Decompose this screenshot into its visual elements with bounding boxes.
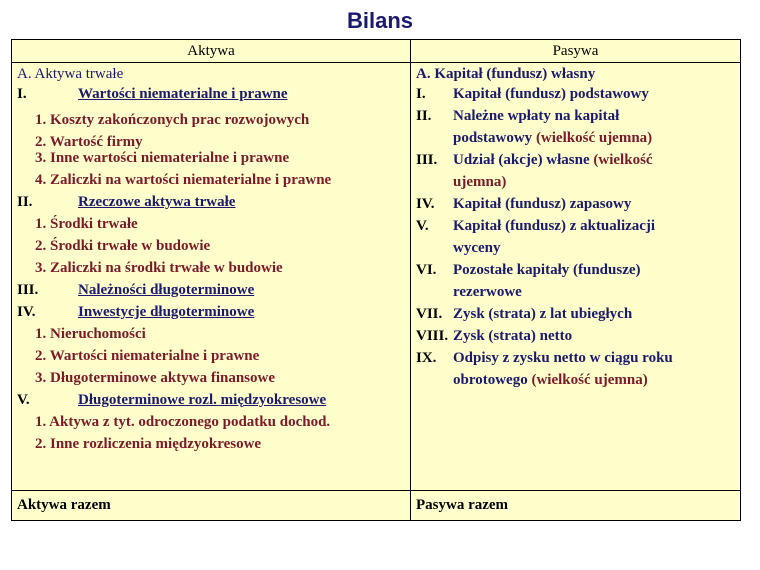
list-item: 1. Środki trwałe: [35, 216, 138, 232]
list-item: 1. Nieruchomości: [35, 326, 146, 342]
pasywa-item-iv: IV. Kapitał (fundusz) zapasowy: [416, 196, 632, 212]
pasywa-item-i: I. Kapitał (fundusz) podstawowy: [416, 86, 649, 102]
list-item: 4. Zaliczki na wartości niematerialne i prawne: [35, 172, 332, 188]
pasywa-item-viii: VIII. Zysk (strata) netto: [416, 328, 573, 344]
pasywa-a-title: A. Kapitał (fundusz) własny: [416, 66, 596, 82]
pasywa-column: A. Kapitał (fundusz) własny I. Kapitał (fundusz) podstawowy II. Należne wpłaty na kapitał podstawowy (wielkość ujemna) III. Udział (akcje) własne (wielkość ujemna) IV. Kapitał (fundusz) zapasowy V. Kapitał (fundusz) z aktualizacji wyceny VI. Pozostałe kapitały (fundusze) rezerwowe VII. Zysk (strata) z lat ubiegłych VIII. Zysk (strata) netto IX. Odpisy z zysku netto w ciągu roku obrotowego (wielkość ujemna): [411, 63, 741, 491]
pasywa-item-vi: VI. Pozostałe kapitały (fundusze): [416, 262, 641, 278]
pasywa-item-vii: VII. Zysk (strata) z lat ubiegłych: [416, 306, 633, 322]
aktywa-section-v: V. Długoterminowe rozl. międzyokresowe: [17, 392, 327, 408]
list-item: 2. Wartości niematerialne i prawne: [35, 348, 260, 364]
pasywa-item-ii: II. Należne wpłaty na kapitał: [416, 108, 620, 124]
header-aktywa: Aktywa: [12, 40, 411, 63]
aktywa-section-i: I. Wartości niematerialne i prawne: [17, 86, 288, 102]
list-item: 3. Zaliczki na środki trwałe w budowie: [35, 260, 283, 276]
aktywa-column: [12, 63, 411, 491]
pasywa-item-ix: IX. Odpisy z zysku netto w ciągu roku: [416, 350, 673, 366]
pasywa-item-v: V. Kapitał (fundusz) z aktualizacji: [416, 218, 656, 234]
list-item: 3. Inne wartości niematerialne i prawne: [35, 150, 290, 166]
list-item: 2. Środki trwałe w budowie: [35, 238, 211, 254]
balance-sheet-table: [11, 39, 741, 521]
pasywa-item-iii: III. Udział (akcje) własne (wielkość: [416, 152, 653, 168]
list-item: 1. Aktywa z tyt. odroczonego podatku dochod.: [35, 414, 331, 430]
aktywa-section-iv: IV. Inwestycje długoterminowe: [17, 304, 255, 320]
aktywa-total: Aktywa razem: [12, 491, 411, 521]
page-title: Bilans: [346, 8, 414, 33]
aktywa-section-iii: III. Należności długoterminowe: [17, 282, 255, 298]
header-pasywa: Pasywa: [411, 40, 741, 63]
aktywa-a-title: A. Aktywa trwałe: [17, 66, 124, 82]
aktywa-section-ii: II. Rzeczowe aktywa trwałe: [17, 194, 236, 210]
list-item: 2. Wartość firmy: [35, 134, 143, 150]
list-item: 2. Inne rozliczenia międzyokresowe: [35, 436, 262, 452]
list-item: 3. Długoterminowe aktywa finansowe: [35, 370, 275, 386]
pasywa-total: Pasywa razem: [411, 491, 741, 521]
list-item: 1. Koszty zakończonych prac rozwojowych: [35, 112, 310, 128]
